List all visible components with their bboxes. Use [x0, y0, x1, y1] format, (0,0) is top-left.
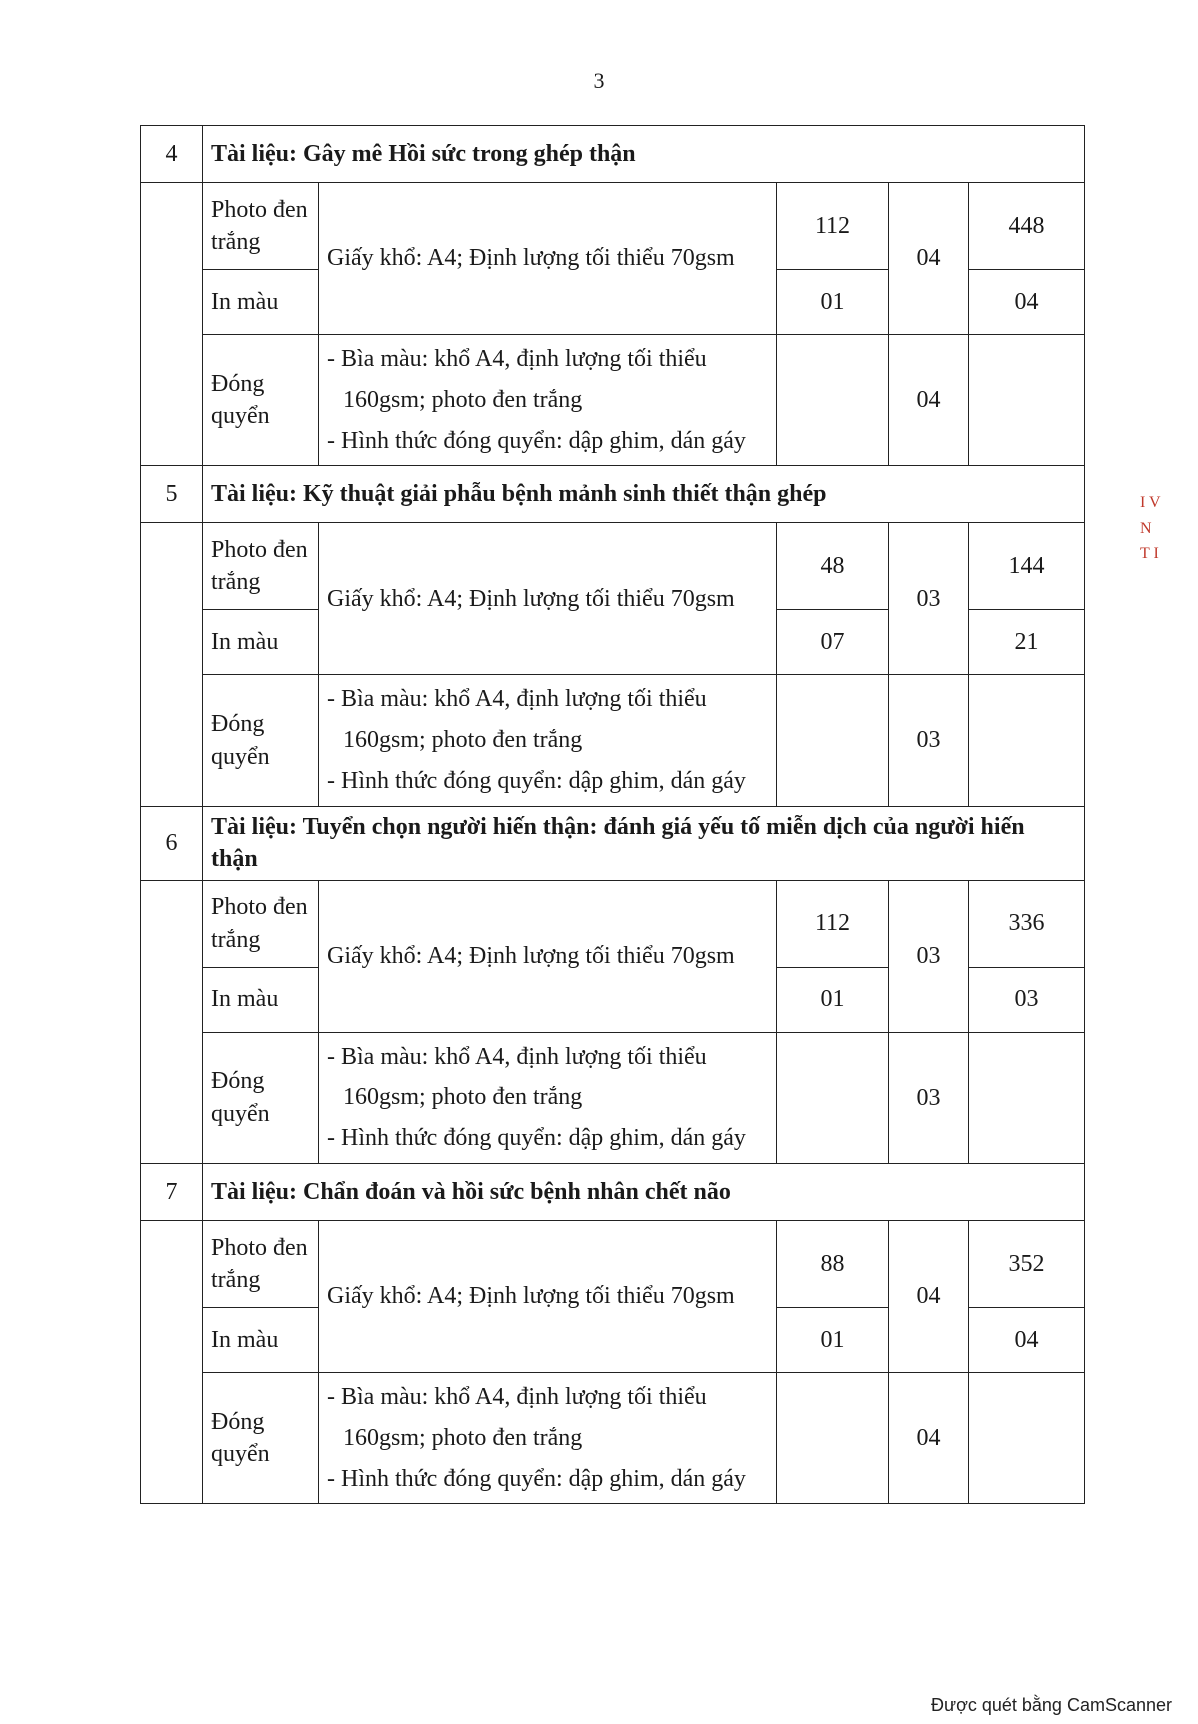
bind-label: Đóng quyển: [203, 675, 319, 806]
cover-spec-line: - Bìa màu: khổ A4, định lượng tối thiểu: [327, 686, 707, 713]
bind-label: Đóng quyển: [203, 335, 319, 466]
color-label: In màu: [203, 967, 319, 1032]
empty-cell: [777, 335, 889, 466]
paper-spec: Giấy khổ: A4; Định lượng tối thiểu 70gsm: [319, 880, 777, 1032]
bw-label: Photo đen trắng: [203, 880, 319, 967]
cover-spec-line: 160gsm; photo đen trắng: [343, 386, 583, 413]
bind-label: Đóng quyển: [203, 1032, 319, 1163]
section-title: Tài liệu: Gây mê Hồi sức trong ghép thận: [203, 126, 1085, 183]
stt-spacer: [141, 880, 203, 1163]
paper-spec: Giấy khổ: A4; Định lượng tối thiểu 70gsm: [319, 183, 777, 335]
empty-cell: [969, 335, 1085, 466]
empty-cell: [777, 675, 889, 806]
empty-cell: [969, 1372, 1085, 1503]
stt-spacer: [141, 523, 203, 806]
empty-cell: [969, 1032, 1085, 1163]
bw-pages: 48: [777, 523, 889, 610]
section-number: 5: [141, 466, 203, 523]
section-title: Tài liệu: Chẩn đoán và hồi sức bệnh nhân chết não: [203, 1163, 1085, 1220]
cover-spec-line: 160gsm; photo đen trắng: [343, 727, 583, 754]
bind-copies: 03: [889, 1032, 969, 1163]
binding-method-line: - Hình thức đóng quyển: dập ghim, dán gáy: [327, 767, 746, 794]
bind-copies: 03: [889, 675, 969, 806]
binding-row: [141, 335, 1085, 466]
empty-cell: [777, 1372, 889, 1503]
bw-print-row: [141, 1220, 1085, 1307]
materials-table-body: [141, 126, 1085, 1504]
bw-print-row: [141, 523, 1085, 610]
binding-spec: [319, 335, 777, 466]
cover-spec-line: 160gsm; photo đen trắng: [343, 1084, 583, 1111]
section-number: 4: [141, 126, 203, 183]
stt-spacer: [141, 1220, 203, 1503]
bw-print-row: [141, 183, 1085, 270]
copies: 03: [889, 523, 969, 675]
bw-print-row: [141, 880, 1085, 967]
bw-total: 448: [969, 183, 1085, 270]
color-total: 04: [969, 270, 1085, 335]
bind-label: Đóng quyển: [203, 1372, 319, 1503]
materials-table: [140, 125, 1085, 1504]
binding-method-line: - Hình thức đóng quyển: dập ghim, dán gáy: [327, 427, 746, 454]
cover-spec-line: - Bìa màu: khổ A4, định lượng tối thiểu: [327, 1043, 707, 1070]
stamp-text: I V: [1140, 494, 1161, 511]
color-label: In màu: [203, 1307, 319, 1372]
binding-spec: [319, 1032, 777, 1163]
section-number: 7: [141, 1163, 203, 1220]
bw-total: 144: [969, 523, 1085, 610]
color-pages: 01: [777, 270, 889, 335]
paper-spec: Giấy khổ: A4; Định lượng tối thiểu 70gsm: [319, 523, 777, 675]
paper-spec: Giấy khổ: A4; Định lượng tối thiểu 70gsm: [319, 1220, 777, 1372]
binding-method-line: - Hình thức đóng quyển: dập ghim, dán gáy: [327, 1125, 746, 1152]
section-title-row: [141, 466, 1085, 523]
stamp-text: N: [1140, 519, 1152, 537]
binding-row: [141, 1372, 1085, 1503]
color-label: In màu: [203, 610, 319, 675]
binding-spec: [319, 1372, 777, 1503]
bw-total: 336: [969, 880, 1085, 967]
section-title: Tài liệu: Kỹ thuật giải phẫu bệnh mảnh sinh thiết thận ghép: [203, 466, 1085, 523]
page-number: 3: [593, 68, 605, 93]
bw-label: Photo đen trắng: [203, 1220, 319, 1307]
bw-total: 352: [969, 1220, 1085, 1307]
bw-pages: 88: [777, 1220, 889, 1307]
cover-spec-line: - Bìa màu: khổ A4, định lượng tối thiểu: [327, 1383, 707, 1410]
color-total: 03: [969, 967, 1085, 1032]
empty-cell: [969, 675, 1085, 806]
scanner-watermark: Được quét bằng CamScanner: [931, 1695, 1172, 1715]
bw-label: Photo đen trắng: [203, 523, 319, 610]
section-title-row: [141, 126, 1085, 183]
color-label: In màu: [203, 270, 319, 335]
bind-copies: 04: [889, 1372, 969, 1503]
binding-method-line: - Hình thức đóng quyển: dập ghim, dán gáy: [327, 1465, 746, 1492]
bw-label: Photo đen trắng: [203, 183, 319, 270]
color-total: 04: [969, 1307, 1085, 1372]
binding-row: [141, 675, 1085, 806]
color-pages: 01: [777, 1307, 889, 1372]
color-total: 21: [969, 610, 1085, 675]
copies: 03: [889, 880, 969, 1032]
empty-cell: [777, 1032, 889, 1163]
section-title-row: [141, 1163, 1085, 1220]
bw-pages: 112: [777, 880, 889, 967]
bw-pages: 112: [777, 183, 889, 270]
bind-copies: 04: [889, 335, 969, 466]
section-title: Tài liệu: Tuyển chọn người hiến thận: đánh giá yếu tố miễn dịch của người hiến thận: [203, 806, 1085, 880]
stt-spacer: [141, 183, 203, 466]
section-title-row: [141, 806, 1085, 880]
copies: 04: [889, 1220, 969, 1372]
section-number: 6: [141, 806, 203, 880]
copies: 04: [889, 183, 969, 335]
color-pages: 01: [777, 967, 889, 1032]
stamp-fragment: [1140, 490, 1174, 710]
binding-row: [141, 1032, 1085, 1163]
cover-spec-line: 160gsm; photo đen trắng: [343, 1424, 583, 1451]
cover-spec-line: - Bìa màu: khổ A4, định lượng tối thiểu: [327, 346, 707, 372]
stamp-text: T I: [1140, 545, 1159, 563]
binding-spec: [319, 675, 777, 806]
color-pages: 07: [777, 610, 889, 675]
